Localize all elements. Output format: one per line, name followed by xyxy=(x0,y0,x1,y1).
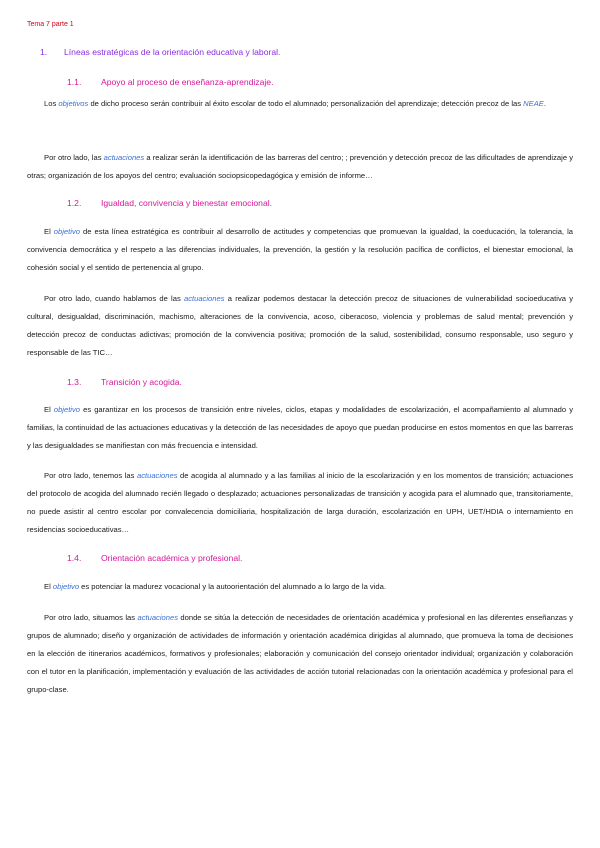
text: Por otro lado, cuando hablamos de las xyxy=(44,294,184,303)
subsection-heading-1-2 xyxy=(67,198,272,208)
text: El xyxy=(44,405,54,414)
keyword: NEAE xyxy=(523,99,544,108)
keyword: objetivos xyxy=(58,99,89,108)
paragraph-1-1-actuaciones xyxy=(27,149,573,185)
text: es potenciar la madurez vocacional y la autoorientación del alumnado a lo largo de la vida. xyxy=(79,582,386,591)
text: es garantizar en los procesos de transición entre niveles, ciclos, etapas y modalidades de escolarización, el acompañamiento al alumnado y familias, la continuidad de las actuaciones educativas y la detección de las necesidades de apoyo que puedan producirse en estos momentos en que las barreras y las desigualdades se manifiestan con más frecuencia e intensidad. xyxy=(27,405,573,450)
subsection-number: 1.4. xyxy=(67,553,82,563)
page-header: Tema 7 parte 1 xyxy=(27,21,74,28)
keyword: objetivo xyxy=(52,582,80,591)
text: Por otro lado, las xyxy=(44,153,104,162)
paragraph-1-4-objetivo xyxy=(27,578,573,596)
subsection-title: Apoyo al proceso de enseñanza-aprendizaje. xyxy=(101,77,274,87)
paragraph-1-1-objetivos xyxy=(27,95,573,113)
keyword: objetivo xyxy=(53,227,80,236)
subsection-heading-1-3 xyxy=(67,377,182,387)
subsection-number: 1.2. xyxy=(67,198,82,208)
keyword: actuaciones xyxy=(103,153,145,162)
text: a realizar podemos destacar la detección precoz de situaciones de vulnerabilidad socioeducativa y cultural, desigualdad, discriminación, machismo, alteraciones de la convivencia, acoso, ciberacoso, violencia y problemas de salud mental; prevención y detección precoz de conductas adictivas; promoción de la convivencia positiva; promoción de la salud, sostenibilidad, consumo responsable, uso seguro y responsable de las TIC… xyxy=(27,294,573,357)
subsection-title: Igualdad, convivencia y bienestar emocional. xyxy=(101,198,273,208)
section-number: 1. xyxy=(40,47,48,57)
subsection-heading-1-4 xyxy=(67,553,242,563)
paragraph-1-2-actuaciones xyxy=(27,290,573,362)
section-title: Líneas estratégicas de la orientación educativa y laboral. xyxy=(64,47,281,57)
text: donde se sitúa la detección de necesidades de orientación académica y profesional en las diferentes enseñanzas y grupos de alumnado; diseño y organización de actividades de información y orientación académica dirigidas al alumnado, que promueva la toma de decisiones en la elección de itinerarios académicos, formativos y profesionales; elaboración y comunicación del consejo orientador individual; organización y colaboración con el tutor en la planificación, implementación y evaluación de las actividades de acción tutorial relacionadas con la orientación académica y profesional para el grupo-clase. xyxy=(27,613,573,694)
keyword: actuaciones xyxy=(136,471,178,480)
paragraph-1-4-actuaciones xyxy=(27,609,573,699)
section-heading xyxy=(40,47,280,57)
keyword: actuaciones xyxy=(183,294,225,303)
subsection-number: 1.3. xyxy=(67,377,82,387)
text: de esta línea estratégica es contribuir al desarrollo de actitudes y competencias que promuevan la igualdad, la coeducación, la tolerancia, la convivencia democrática y el respeto a las diferencias individuales, la prevención, la gestión y la resolución pacífica de conflictos, el bienestar emocional, la cohesión social y el sentido de pertenencia al grupo. xyxy=(27,227,573,272)
subsection-title: Orientación académica y profesional. xyxy=(101,553,243,563)
text: . xyxy=(543,99,546,108)
text: Por otro lado, tenemos las xyxy=(44,471,137,480)
paragraph-1-3-actuaciones xyxy=(27,467,573,539)
text: Los xyxy=(44,99,59,108)
text: Por otro lado, situamos las xyxy=(44,613,138,622)
text: El xyxy=(44,227,54,236)
keyword: actuaciones xyxy=(137,613,178,622)
text: de dicho proceso serán contribuir al éxito escolar de todo el alumnado; personalización del aprendizaje; detección precoz de las xyxy=(88,99,524,108)
paragraph-1-3-objetivo xyxy=(27,401,573,455)
subsection-title: Transición y acogida. xyxy=(101,377,182,387)
text: a realizar serán la identificación de las barreras del centro; ; prevención y detección precoz de las dificultades de aprendizaje y otras; organización de los apoyos del centro; evaluación sociopsicopedagógica y emisión de informe… xyxy=(27,153,573,180)
text: El xyxy=(44,582,53,591)
subsection-heading-1-1 xyxy=(67,77,273,87)
keyword: objetivo xyxy=(53,405,81,414)
paragraph-1-2-objetivo xyxy=(27,223,573,277)
text: de acogida al alumnado y a las familias al inicio de la escolarización y en los momentos de transición; actuaciones del protocolo de acogida del alumnado recién llegado o desplazado; actuaciones personalizadas de transición y acogida para el alumnado que, transitoriamente, no puede asistir al centro escolar por convalecencia domiciliaria, hospitalización de larga duración, escolarización en UPH, UET/HDIA o internamiento en residencias socioeducativas… xyxy=(27,471,573,534)
subsection-number: 1.1. xyxy=(67,77,82,87)
